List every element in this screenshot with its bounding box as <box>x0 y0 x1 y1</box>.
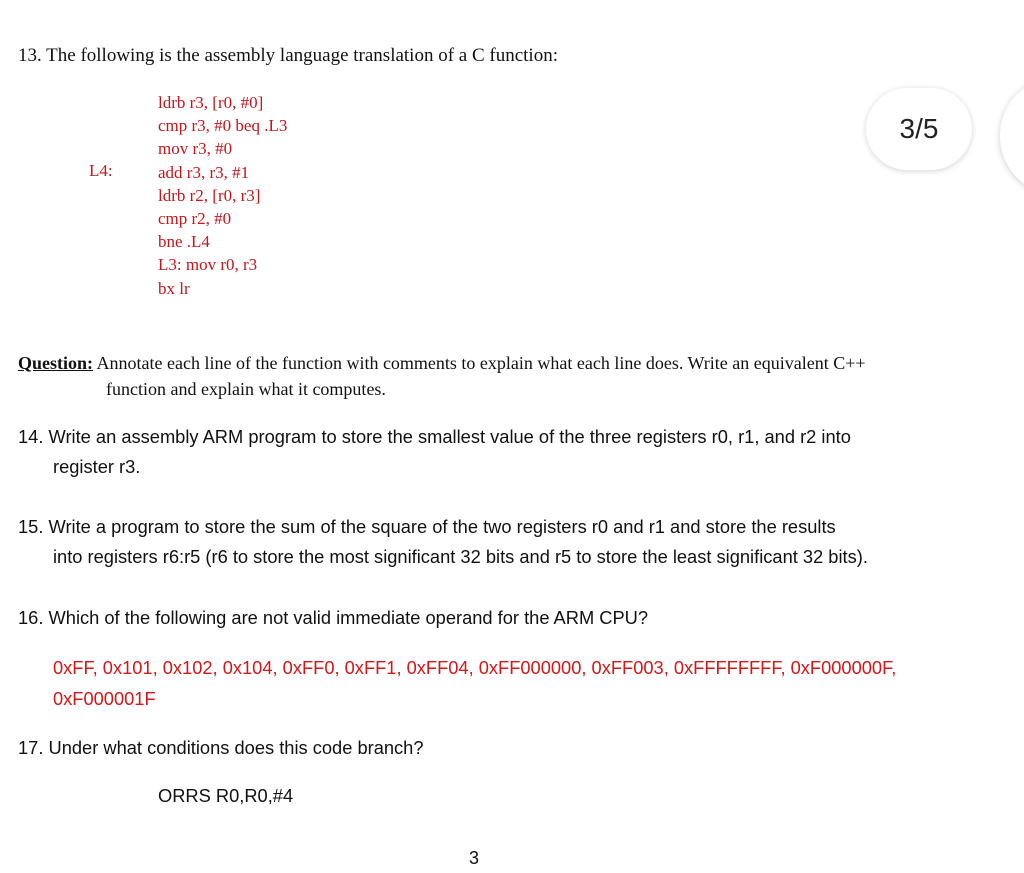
question-text: Write a program to store the sum of the square of the two registers r0 and r1 and store the results <box>48 516 836 537</box>
question-15 <box>18 512 948 572</box>
immediate-operand-options <box>53 652 953 714</box>
code-line: ldrb r3, [r0, #0] <box>158 93 264 112</box>
code-line: L3: mov r0, r3 <box>158 255 258 275</box>
page-number: 3 <box>469 848 480 868</box>
orrs-code-line: ORRS R0,R0,#4 <box>158 785 294 806</box>
code-line: ldrb r2, [r0, r3] <box>158 185 261 205</box>
options-line1: 0xFF, 0x101, 0x102, 0x104, 0xFF0, 0xFF1, 0xFF04, 0xFF000000, 0xFF003, 0xFFFFFFFF, 0xF000000F, <box>53 657 897 678</box>
code-line: bx lr <box>158 278 190 298</box>
code-line: cmp r3, #0 beq .L3 <box>158 116 288 136</box>
question-number: 15. <box>18 516 44 537</box>
question-text: Which of the following are not valid immediate operand for the ARM CPU? <box>48 607 649 628</box>
question-number: 16. <box>18 607 44 628</box>
code-line: add r3, r3, #1 <box>158 162 250 182</box>
code-label-l4: L4: <box>89 161 113 180</box>
assembly-code-block <box>158 91 287 300</box>
question-14 <box>18 422 948 482</box>
question-16 <box>18 603 948 633</box>
options-line2: 0xF000001F <box>53 688 156 709</box>
fast-scroll-handle[interactable] <box>1000 76 1024 196</box>
question-text-continued: into registers r6:r5 (r6 to store the most significant 32 bits and r5 to store the least significant 32 bits). <box>53 546 868 567</box>
question-13-heading: 13. The following is the assembly language translation of a C function: <box>18 45 558 66</box>
code-line: mov r3, #0 <box>158 139 233 159</box>
code-line: bne .L4 <box>158 232 210 252</box>
question-text-line2: function and explain what it computes. <box>106 379 386 399</box>
question-text: Under what conditions does this code branch? <box>48 737 424 758</box>
question-text-continued: register r3. <box>53 456 141 477</box>
question-number: 17. <box>18 737 44 758</box>
question-number: 14. <box>18 426 44 447</box>
question-13-prompt <box>18 350 948 402</box>
code-line: cmp r2, #0 <box>158 209 232 229</box>
page-indicator[interactable]: 3/5 <box>866 88 972 170</box>
question-17 <box>18 733 948 763</box>
question-text-line1: Annotate each line of the function with comments to explain what each line does. Write an equivalent C++ <box>96 353 866 373</box>
question-label: Question: <box>18 353 94 373</box>
question-text: Write an assembly ARM program to store the smallest value of the three registers r0, r1, and r2 into <box>48 426 851 447</box>
